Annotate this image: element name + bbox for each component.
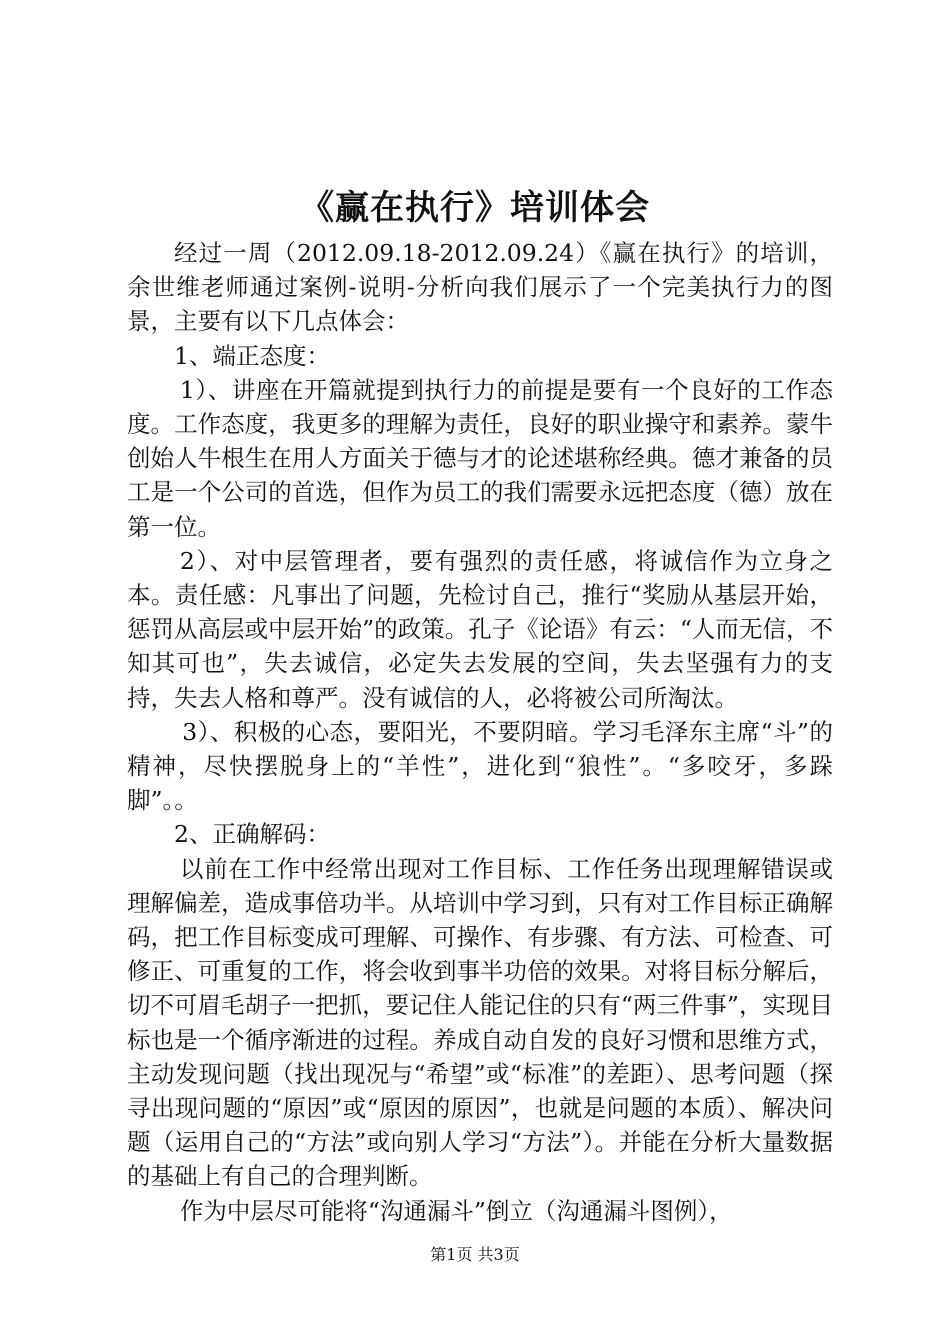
section-heading-attitude: 1、端正态度： bbox=[174, 341, 330, 370]
document-body bbox=[127, 236, 833, 1228]
paragraph-attitude-3: 3）、积极的心态，要阳光，不要阴暗。学习毛泽东主席“斗”的精神，尽快摆脱身上的“羊性”，进化到“狼性”。“多咬牙，多跺脚”。。 bbox=[127, 717, 833, 815]
paragraph-attitude-2: 2）、对中层管理者，要有强烈的责任感，将诚信作为立身之本。责任感：凡事出了问题，先检讨自己，推行“奖励从基层开始，惩罚从高层或中层开始”的政策。孔子《论语》有云：“人而无信，不知其可也”，失去诚信，必定失去发展的空间，失去坚强有力的支持，失去人格和尊严。没有诚信的人，必将被公司所淘汰。 bbox=[127, 546, 833, 712]
document-title: 《赢在执行》培训体会 bbox=[300, 188, 650, 228]
paragraph-intro: 经过一周（2012.09.18-2012.09.24）《赢在执行》的培训，余世维老师通过案例-说明-分析向我们展示了一个完美执行力的图景，主要有以下几点体会： bbox=[127, 239, 833, 336]
section-heading-decoding: 2、正确解码： bbox=[174, 820, 330, 849]
paragraph-communication: 作为中层尽可能将“沟通漏斗”倒立（沟通漏斗图例）， bbox=[179, 1196, 733, 1225]
paragraph-attitude-1: 1）、讲座在开篇就提到执行力的前提是要有一个良好的工作态度。工作态度，我更多的理解为责任，良好的职业操守和素养。蒙牛创始人牛根生在用人方面关于德与才的论述堪称经典。德才兼备的员工是一个公司的首选，但作为员工的我们需要永远把态度（德）放在第一位。 bbox=[127, 375, 833, 541]
paragraph-decoding: 以前在工作中经常出现对工作目标、工作任务出现理解错误或理解偏差，造成事倍功半。从培训中学习到，只有对工作目标正确解码，把工作目标变成可理解、可操作、有步骤、有方法、可检查、可修正、可重复的工作，将会收到事半功倍的效果。对将目标分解后，切不可眉毛胡子一把抓，要记住人能记住的只有“两三件事”，实现目标也是一个循序渐进的过程。养成自动自发的良好习惯和思维方式，主动发现问题（找出现况与“希望”或“标准”的差距）、思考问题（探寻出现问题的“原因”或“原因的原因”，也就是问题的本质）、解决问题（运用自己的“方法”或向别人学习“方法”）。并能在分析大量数据的基础上有自己的合理判断。 bbox=[127, 854, 833, 1191]
page-footer: 第1页 共3页 bbox=[430, 1245, 520, 1264]
